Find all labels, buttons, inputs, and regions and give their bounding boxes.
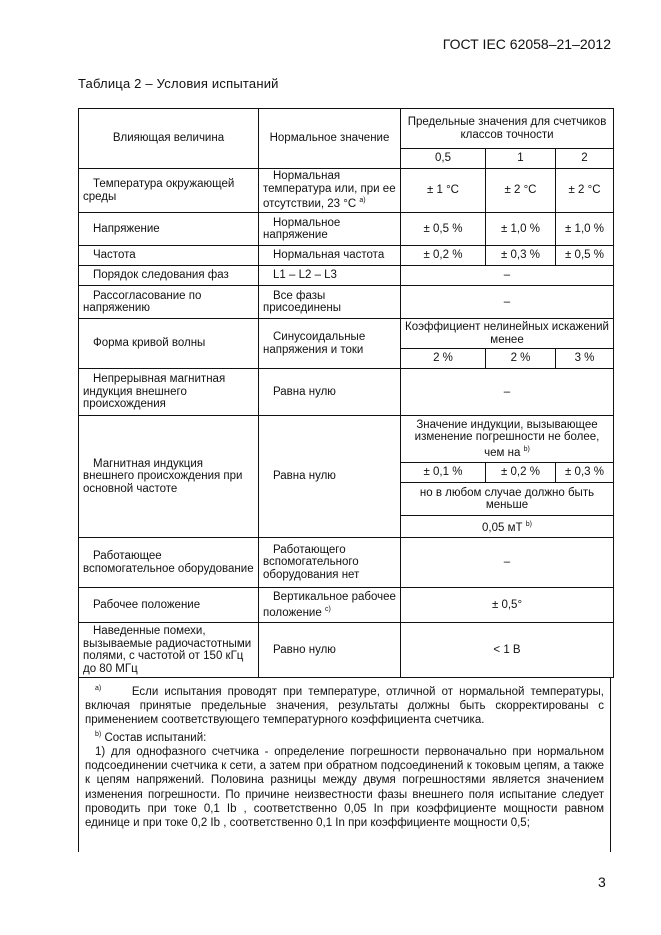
- class-cell: 0,5: [401, 149, 486, 169]
- table-footnotes: [78, 677, 611, 852]
- footnote-b1: 1) для однофазного счетчика - определение погрешности первоначально при нормальном подсоединении счетчика к сети, а затем при обратном подсоединений к токовым цепям, а также к цепям напряжений. Половина разницы между двумя погрешностями является значением изменения погрешности. По причине неизвестности фазы внешнего поля испытание следует проводить при токе 0,1 Ib , соответственно 0,05 In при коэффициенте мощности равном единице и при токе 0,2 Ib , соответственно 0,1 In при коэффициенте мощности 0,5;: [85, 745, 604, 830]
- table-row: Рассогласование по напряжению Все фазы присоединены –: [79, 286, 614, 319]
- table-row: Температура окружающей среды Нормальная температура или, при ее отсутствии, 23 °С $^{a)}$ ± 1 °С ± 2 °С ± 2 °С: [79, 169, 614, 213]
- class-cell: 1: [486, 149, 556, 169]
- test-conditions-table: Влияющая величина Нормальное значение Предельные значения для счетчиков классов точности 0,5 1 2 Температура окружающей среды Нормальная температура или, при ее отсутствии, 23 °С $^{a)}$ ± 1 °С ± 2 °С ± 2 °С Напряжение Нормальное напряжение ± 0,5 % ± 1,0 % ± 1,0 % Частота Нормальная частота ± 0,2 % ± 0,3 % ± 0,5 % Порядок следования фаз L1 – L2 – L3 – Рассогласование по напряжению Все фазы присоединены – Форма кривой волны Синусоидальные напряжения и токи Коэффициент нелинейных искажений менее 2 % 2 % 3 % Непрерывная магнитная индукция внешнего происхождения Равна нулю – Магнитная индукция внешнего происхождения при основной частоте Равна нулю Значение индукции, вызывающее изменение погрешности не более, чем на $^{b)}$ ± 0,1 % ± 0,2 % ± 0,3 % но в любом случае должно быть меньше 0,05 мТ $^{b)}$ Работающее вспомогательное оборудование Работающего вспомогательного оборудования нет – Рабочее положение Вертикальное рабочее положение $^{c)}$ ± 0,5° Наведенные помехи, вызываемые радиочастотными полями, с частотой от 150 кГц до 80 МГц Равно нулю < 1 В: [78, 108, 614, 678]
- table-row: Форма кривой волны Синусоидальные напряжения и токи Коэффициент нелинейных искажений менее: [79, 319, 614, 349]
- table-row: Напряжение Нормальное напряжение ± 0,5 % ± 1,0 % ± 1,0 %: [79, 213, 614, 246]
- footnote-b: $^{b)}$ Состав испытаний:: [95, 730, 207, 744]
- header-limits: Предельные значения для счетчиков классов точности: [401, 109, 614, 149]
- class-cell: 2: [556, 149, 614, 169]
- header-normal: Нормальное значение: [259, 109, 401, 169]
- page-number: 3: [598, 874, 606, 890]
- table-row: Частота Нормальная частота ± 0,2 % ± 0,3 % ± 0,5 %: [79, 246, 614, 266]
- table-row: Работающее вспомогательное оборудование Работающего вспомогательного оборудования нет –: [79, 538, 614, 588]
- footnote-a: $^{a)}$ Если испытания проводят при температуре, отличной от нормальной температуры, включая принятые предельные значения, результаты должны быть скорректированы с применением соответствующего температурного коэффициента счетчика.: [85, 685, 605, 727]
- table-row: Рабочее положение Вертикальное рабочее положение $^{c)}$ ± 0,5°: [79, 588, 614, 623]
- table-row: Наведенные помехи, вызываемые радиочастотными полями, с частотой от 150 кГц до 80 МГц Равно нулю < 1 В: [79, 623, 614, 678]
- header-influence: Влияющая величина: [79, 109, 259, 169]
- table-row: Магнитная индукция внешнего происхождения при основной частоте Равна нулю Значение индукции, вызывающее изменение погрешности не более, чем на $^{b)}$: [79, 416, 614, 463]
- table-row: Порядок следования фаз L1 – L2 – L3 –: [79, 266, 614, 286]
- table-title: Таблица 2 – Условия испытаний: [78, 76, 279, 91]
- document-header: ГОСТ IEC 62058–21–2012: [442, 36, 611, 52]
- table-row: Непрерывная магнитная индукция внешнего происхождения Равна нулю –: [79, 369, 614, 416]
